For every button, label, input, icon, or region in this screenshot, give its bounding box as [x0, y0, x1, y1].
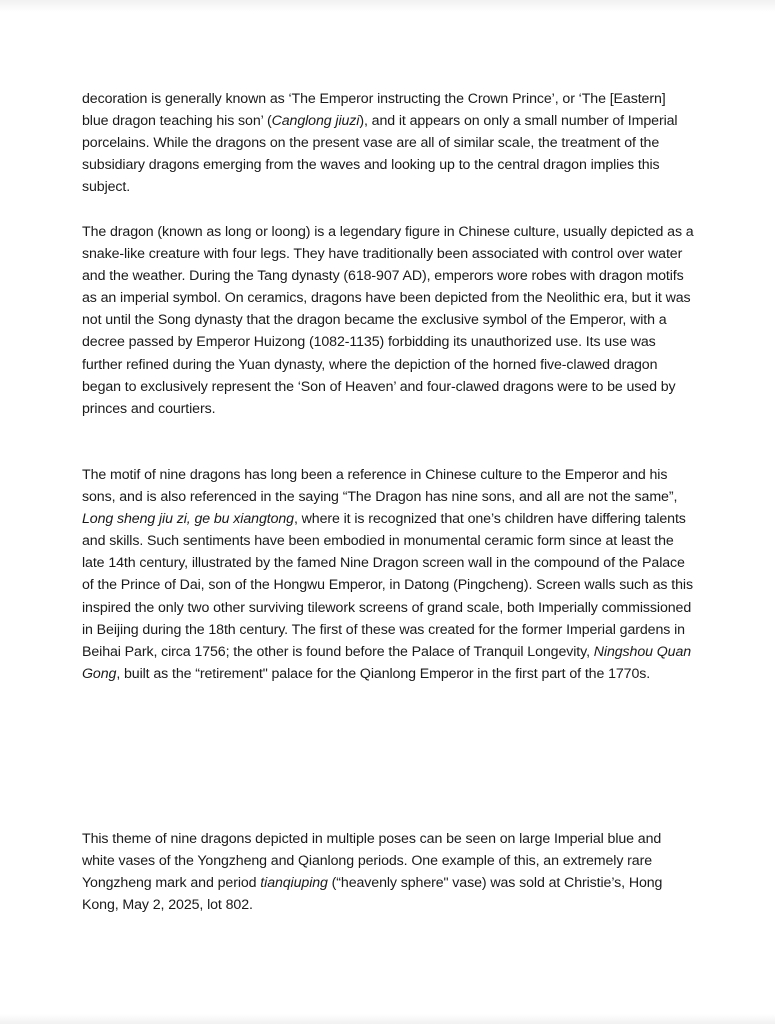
page-top-shadow: [0, 0, 775, 12]
p3-text-b: , where it is recognized that one’s children have differing talents and skills. Such sentiments have been embodied in monumental ceramic form since at least the late 14th century, illustrated by the famed Nine Dragon screen wall in the compound of the Palace of the Prince of Dai, son of the Hongwu Emperor, in Datong (Pingcheng). Screen walls such as this inspired the only two other surviving tilework screens of grand scale, both Imperially commissioned in Beijing during the 18th century. The first of these was created for the former Imperial gardens in Beihai Park, circa 1756; the other is found before the Palace of Tranquil Longevity,: [82, 511, 693, 660]
p4-text-a: This theme of nine dragons depicted in multiple poses can be seen on large Imperial blue and white vases of the Yongzheng and Qianlong periods. One example of this, an extremely rare Yongzheng mark and period: [82, 831, 662, 892]
p3-italic-ningshou: Ningshou Quan Gong: [82, 643, 692, 682]
p2-text: The dragon (known as long or loong) is a legendary figure in Chinese culture, usually depicted as a snake-like creature with four legs. They have traditionally been associated with control over water and the weather. During the Tang dynasty (618-907 AD), emperors wore robes with dragon motifs as an imperial symbol. On ceramics, dragons have been depicted from the Neolithic era, but it was not until the Song dynasty that the dragon became the exclusive symbol of the Emperor, with a decree passed by Emperor Huizong (1082-1135) forbidding its unauthorized use. Its use was further refined during the Yuan dynasty, where the depiction of the horned five-clawed dragon began to exclusively represent the ‘Son of Heaven’ and four-clawed dragons were to be used by princes and courtiers.: [82, 224, 694, 417]
p3-text-c: , built as the “retirement" palace for the Qianlong Emperor in the first part of the 1770s.: [116, 665, 651, 682]
p1-italic-canglong: Canglong jiuzi: [271, 113, 360, 130]
paragraph-nine-dragons-motif: [82, 464, 694, 685]
paragraph-vases-example: [82, 828, 694, 916]
p4-italic-tianqiuping: tianqiuping: [260, 875, 328, 892]
p1-text-b: ), and it appears on only a small number of Imperial porcelains. While the dragons on the present vase are all of similar scale, the treatment of the subsidiary dragons emerging from the waves and looking up to the central dragon implies this subject.: [82, 113, 678, 196]
paragraph-emperor-instructing: [82, 88, 694, 198]
p3-italic-saying: Long sheng jiu zi, ge bu xiangtong: [82, 511, 294, 528]
p3-text-a: The motif of nine dragons has long been a reference in Chinese culture to the Emperor and his sons, and is also referenced in the saying “The Dragon has nine sons, and all are not the same”,: [82, 467, 678, 506]
paragraph-dragon-legend: [82, 221, 694, 420]
page-bottom-shadow: [0, 1014, 775, 1024]
p1-text-a: decoration is generally known as ‘The Emperor instructing the Crown Prince’, or ‘The [Eastern] blue dragon teaching his son’ (: [82, 91, 666, 130]
p4-text-b: (“heavenly sphere" vase) was sold at Christie’s, Hong Kong, May 2, 2025, lot 802.: [82, 875, 663, 914]
